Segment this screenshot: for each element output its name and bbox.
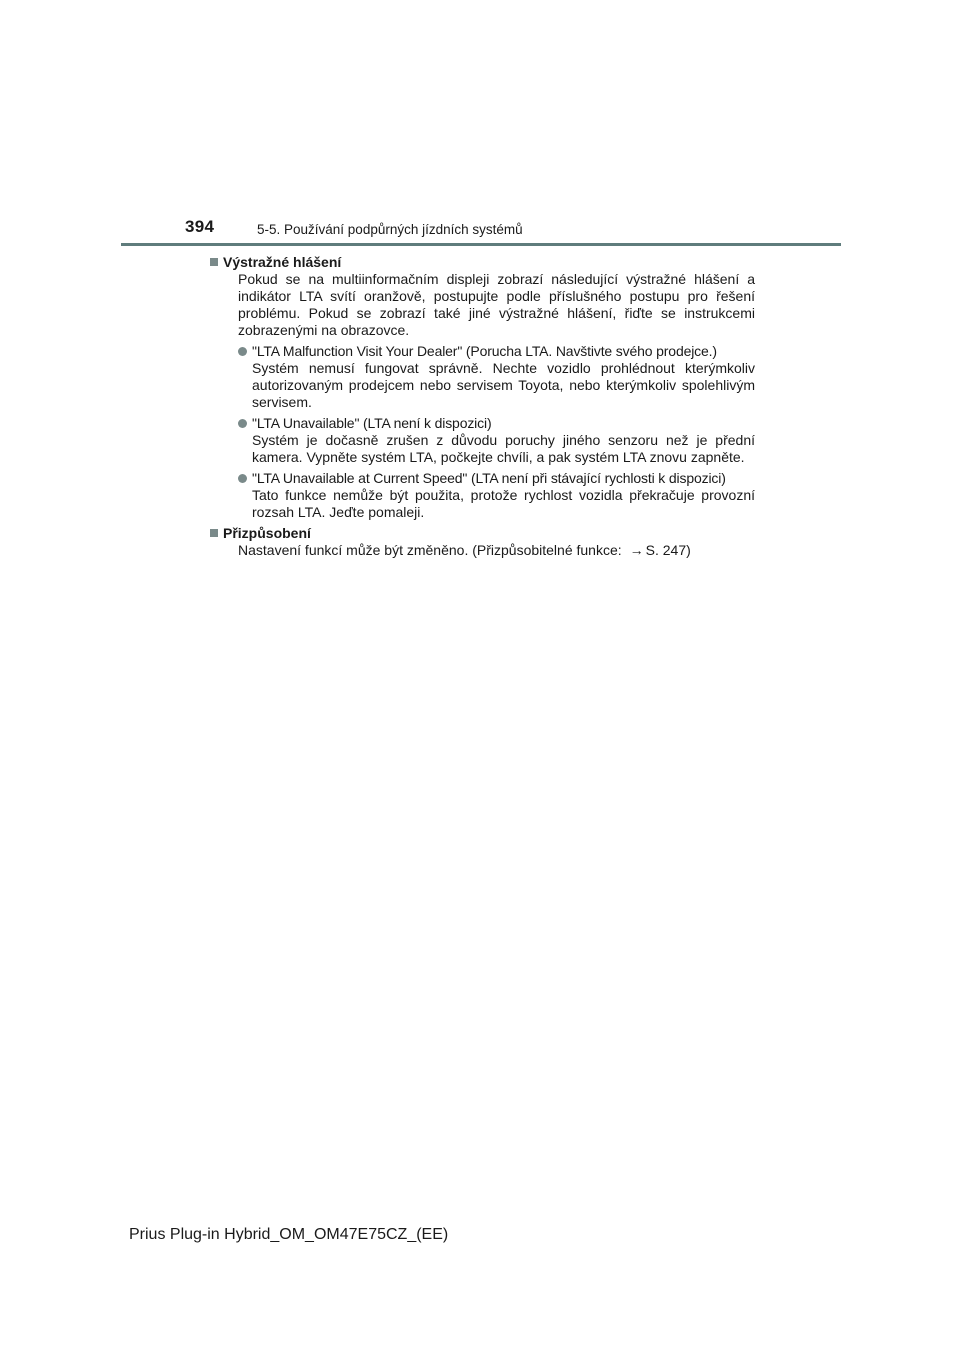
paragraph-text: Nastavení funkcí může být změněno. (Přizpůsobitelné funkce: (238, 542, 622, 558)
message-text: "LTA Unavailable" (LTA není k dispozici) (252, 415, 492, 431)
message-text: "LTA Unavailable at Current Speed" (LTA není při stávající rychlosti k dispozici) (252, 470, 726, 486)
message-list (224, 343, 755, 521)
round-bullet-icon (238, 347, 247, 356)
section-heading (210, 254, 755, 271)
section-heading (210, 525, 755, 542)
heading-text: Výstražné hlášení (223, 254, 342, 270)
customization-section (210, 525, 755, 559)
footer-text: Prius Plug-in Hybrid_OM_OM47E75CZ_(EE) (129, 1226, 449, 1243)
message-description: Tato funkce nemůže být použita, protože rychlost vozidla překračuje provozní rozsah LTA. Jeďte pomaleji. (252, 487, 755, 520)
heading-text: Přizpůsobení (223, 525, 311, 541)
warning-messages-section (210, 254, 755, 521)
section-title: 5-5. Používání podpůrných jízdních systémů (257, 222, 523, 237)
section-paragraph (238, 542, 755, 559)
square-bullet-icon (210, 258, 218, 266)
arrow-right-icon: → (629, 542, 644, 558)
page-content (210, 254, 755, 563)
page-reference-link[interactable]: S. 247) (645, 542, 691, 558)
message-description: Systém nemusí fungovat správně. Nechte vozidlo prohlédnout kterýmkoliv autorizovaným prodejcem nebo servisem Toyota, nebo kterýmkoliv spolehlivým servisem. (252, 360, 755, 410)
message-text: "LTA Malfunction Visit Your Dealer" (Porucha LTA. Navštivte svého prodejce.) (252, 343, 717, 359)
page-number: 394 (185, 217, 215, 236)
list-item (238, 470, 755, 521)
header-divider (121, 243, 841, 246)
message-description: Systém je dočasně zrušen z důvodu poruchy jiného senzoru než je přední kamera. Vypněte systém LTA, počkejte chvíli, a pak systém LTA znovu zapněte. (252, 432, 755, 465)
square-bullet-icon (210, 529, 218, 537)
list-item (238, 415, 755, 466)
list-item (238, 343, 755, 411)
section-paragraph: Pokud se na multiinformačním displeji zobrazí následující výstražné hlášení a indikátor LTA svítí oranžově, postupujte podle příslušného postupu pro řešení problému. Pokud se zobrazí také jiné výstražné hlášení, řiďte se instrukcemi zobrazenými na obrazovce. (238, 271, 755, 338)
round-bullet-icon (238, 474, 247, 483)
round-bullet-icon (238, 419, 247, 428)
